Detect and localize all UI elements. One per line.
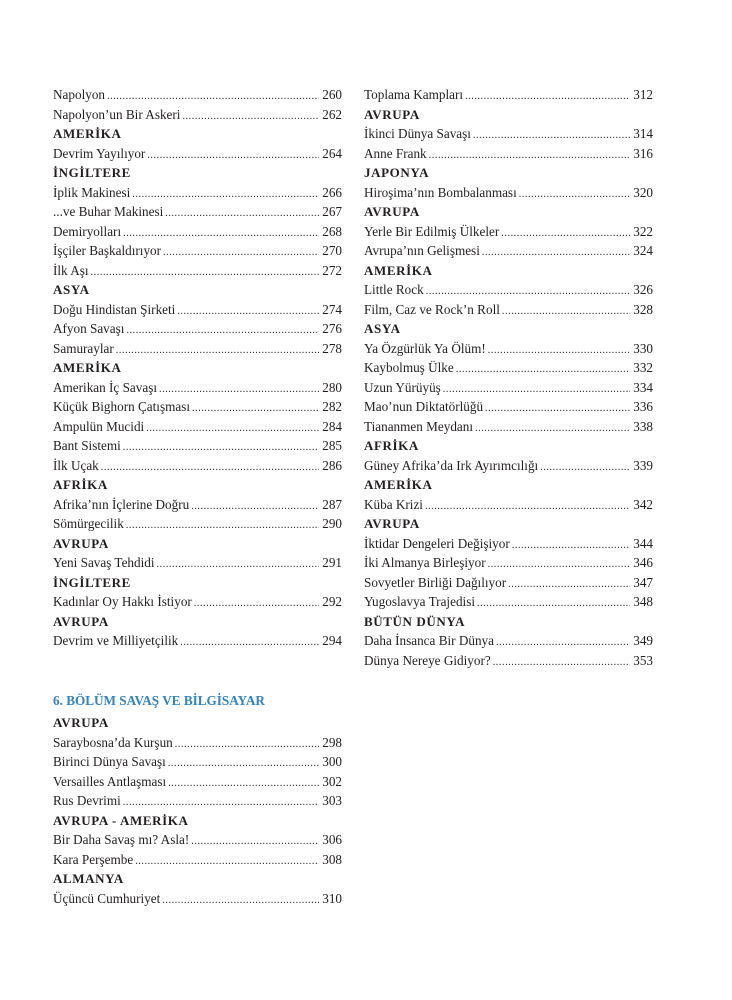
toc-chapter-section [53, 690, 342, 908]
entry-title: İki Almanya Birleşiyor [364, 555, 486, 570]
region-heading: JAPONYA [364, 165, 430, 180]
page-number: 316 [633, 145, 653, 161]
region-heading: BÜTÜN DÜNYA [364, 613, 466, 629]
toc-entry[interactable] [53, 733, 342, 753]
page-number: 270 [322, 243, 342, 258]
page-number: 312 [633, 87, 653, 102]
page-number: 290 [322, 516, 342, 531]
page-number: 267 [322, 204, 342, 219]
toc-entry[interactable] [364, 144, 653, 164]
toc-entry[interactable] [53, 752, 342, 772]
entry-title: İplik Makinesi [53, 184, 131, 200]
toc-entry[interactable] [53, 85, 342, 105]
page-number: 284 [322, 418, 342, 434]
entry-title: Afyon Savaşı [53, 321, 125, 336]
toc-entry[interactable] [53, 202, 342, 222]
toc-entry[interactable] [53, 417, 342, 437]
entry-title: Ampulün Mucidi [53, 418, 145, 434]
entry-title: Daha İnsanca Bir Dünya [364, 633, 494, 648]
toc-entry[interactable] [364, 417, 653, 437]
chapter-title: 6. BÖLÜM SAVAŞ VE BİLGİSAYAR [53, 693, 265, 708]
toc-entry[interactable] [53, 889, 342, 909]
dot-leader [159, 378, 319, 400]
entry-title: Amerikan İç Savaşı [53, 379, 157, 395]
dot-leader [493, 651, 631, 673]
entry-title: Yugoslavya Trajedisi [364, 594, 475, 609]
dot-leader [429, 144, 631, 166]
entry-title: Güney Afrika’da Irk Ayırımcılığı [364, 457, 539, 473]
dot-leader [192, 397, 319, 419]
toc-entry[interactable] [364, 553, 653, 573]
dot-leader [488, 553, 631, 575]
dot-leader [147, 144, 319, 166]
dot-leader [168, 752, 319, 774]
page-number: 276 [322, 321, 342, 336]
entry-title: Mao’nun Diktatörlüğü [364, 399, 484, 414]
toc-entry[interactable] [364, 456, 653, 476]
dot-leader [501, 222, 630, 244]
dot-leader [107, 85, 319, 107]
page-number: 342 [633, 496, 653, 512]
dot-leader [426, 280, 631, 302]
dot-leader [496, 631, 630, 653]
dot-leader [135, 850, 319, 872]
dot-leader [194, 592, 319, 614]
page-number: 349 [633, 633, 653, 648]
dot-leader [163, 241, 319, 263]
dot-leader [123, 436, 319, 458]
page-number: 262 [322, 106, 342, 122]
toc-entry[interactable] [53, 495, 342, 515]
toc-entry[interactable] [53, 339, 342, 359]
page-number: 308 [322, 851, 342, 867]
region-heading: AVRUPA [53, 715, 109, 730]
toc-entry[interactable] [364, 358, 653, 378]
dot-leader [540, 456, 630, 478]
region-heading: AVRUPA [364, 516, 420, 531]
region-heading: AVRUPA - AMERİKA [53, 812, 189, 828]
toc-entry[interactable] [364, 651, 653, 671]
toc-entry[interactable] [53, 791, 342, 811]
dot-leader [165, 202, 319, 224]
entry-title: Yeni Savaş Tehdidi [53, 555, 155, 570]
entry-title: İlk Uçak [53, 457, 99, 473]
dot-leader [177, 300, 319, 322]
toc-entry[interactable] [53, 514, 342, 534]
page-number: 280 [322, 379, 342, 395]
dot-leader [191, 830, 319, 852]
dot-leader [126, 319, 319, 341]
dot-leader [508, 573, 630, 595]
toc-entry[interactable] [53, 830, 342, 850]
page-number: 344 [633, 535, 653, 551]
toc-entry[interactable] [53, 300, 342, 320]
page-number: 322 [633, 223, 653, 239]
region-heading: AMERİKA [364, 477, 433, 492]
entry-title: Demiryolları [53, 223, 122, 239]
entry-title: Anne Frank [364, 145, 427, 161]
page-number: 300 [322, 754, 342, 769]
entry-title: Birinci Dünya Savaşı [53, 754, 166, 769]
toc-entry[interactable] [53, 261, 342, 281]
page-number: 320 [633, 184, 653, 200]
dot-leader [477, 592, 630, 614]
page-number: 353 [633, 652, 653, 668]
region-heading: AMERİKA [53, 126, 122, 141]
entry-title: İşçiler Başkaldırıyor [53, 243, 162, 258]
dot-leader [146, 417, 319, 439]
page-number: 298 [322, 734, 342, 750]
chapter-entries [53, 713, 342, 908]
toc-entry[interactable] [53, 144, 342, 164]
toc-entry[interactable] [53, 378, 342, 398]
toc-entry[interactable] [364, 339, 653, 359]
entry-title: Afrika’nın İçlerine Doğru [53, 496, 190, 512]
toc-entry[interactable] [53, 436, 342, 456]
page-number: 294 [322, 633, 342, 648]
entry-title: Kaybolmuş Ülke [364, 360, 454, 375]
page-number: 260 [322, 87, 342, 102]
dot-leader [443, 378, 630, 400]
toc-entry[interactable] [364, 592, 653, 612]
toc-entry[interactable] [53, 319, 342, 339]
entry-title: Dünya Nereye Gidiyor? [364, 652, 491, 668]
region-heading: AFRİKA [364, 438, 419, 453]
dot-leader [123, 222, 319, 244]
region-heading: ASYA [53, 282, 90, 297]
dot-leader [126, 514, 319, 536]
entry-title: İkinci Dünya Savaşı [364, 126, 471, 141]
region-heading: AVRUPA [364, 106, 420, 122]
entry-title: Film, Caz ve Rock’n Roll [364, 301, 500, 317]
entry-title: Yerle Bir Edilmiş Ülkeler [364, 223, 500, 239]
page-number: 347 [633, 574, 653, 590]
dot-leader [180, 631, 319, 653]
page-number: 339 [633, 457, 653, 473]
dot-leader [519, 183, 630, 205]
entry-title: Kadınlar Oy Hakkı İstiyor [53, 594, 192, 609]
page-number: 346 [633, 555, 653, 570]
dot-leader [482, 241, 630, 263]
toc-entry[interactable] [364, 241, 653, 261]
page-number: 285 [322, 438, 342, 453]
page-number: 336 [633, 399, 653, 414]
toc-entry[interactable] [364, 534, 653, 554]
page-number: 326 [633, 282, 653, 297]
toc-entry[interactable] [364, 378, 653, 398]
entry-title: Ya Özgürlük Ya Ölüm! [364, 340, 486, 356]
entry-title: ...ve Buhar Makinesi [53, 204, 164, 219]
entry-title: Doğu Hindistan Şirketi [53, 301, 176, 317]
page-number: 274 [322, 301, 342, 317]
entry-title: Sömürgecilik [53, 516, 124, 531]
dot-leader [191, 495, 319, 517]
toc-entry[interactable] [53, 850, 342, 870]
entry-title: Küba Krizi [364, 496, 423, 512]
dot-leader [475, 417, 630, 439]
page-number: 278 [322, 340, 342, 356]
page-number: 264 [322, 145, 342, 161]
region-heading: AVRUPA [53, 613, 109, 629]
dot-leader [425, 495, 630, 517]
dot-leader [465, 85, 630, 107]
page-number: 292 [322, 594, 342, 609]
entry-title: Avrupa’nın Gelişmesi [364, 243, 480, 258]
toc-right-column [364, 85, 653, 670]
page-number: 314 [633, 126, 653, 141]
entry-title: Hiroşima’nın Bombalanması [364, 184, 517, 200]
page-number: 287 [322, 496, 342, 512]
region-heading: ASYA [364, 321, 401, 336]
entry-title: Rus Devrimi [53, 793, 121, 808]
entry-title: İktidar Dengeleri Değişiyor [364, 535, 510, 551]
toc-entry[interactable] [364, 183, 653, 203]
region-heading: İNGİLTERE [53, 574, 131, 590]
entry-title: Bir Daha Savaş mı? Asla! [53, 832, 190, 847]
page-number: 282 [322, 399, 342, 414]
toc-entry[interactable] [364, 573, 653, 593]
dot-leader [488, 339, 630, 361]
toc-entry[interactable] [364, 397, 653, 417]
page-number: 324 [633, 243, 653, 258]
page-number: 334 [633, 379, 653, 395]
entry-title: Samuraylar [53, 340, 114, 356]
entry-title: Versailles Antlaşması [53, 773, 167, 789]
dot-leader [162, 889, 319, 911]
dot-leader [182, 105, 319, 127]
region-heading: AFRİKA [53, 477, 108, 492]
page-number: 272 [322, 262, 342, 278]
region-heading: AMERİKA [53, 360, 122, 375]
toc-left-column [53, 85, 342, 651]
page-number: 286 [322, 457, 342, 473]
toc-entry[interactable] [364, 280, 653, 300]
entry-title: Saraybosna’da Kurşun [53, 734, 173, 750]
page-number: 302 [322, 773, 342, 789]
dot-leader [116, 339, 319, 361]
page-number: 328 [633, 301, 653, 317]
dot-leader [456, 358, 630, 380]
toc-entry[interactable] [53, 105, 342, 125]
entry-title: Bant Sistemi [53, 438, 121, 453]
entry-title: Kara Perşembe [53, 851, 134, 867]
dot-leader [157, 553, 320, 575]
dot-leader [132, 183, 319, 205]
region-heading: AVRUPA [364, 204, 420, 219]
page-number: 266 [322, 184, 342, 200]
toc-entry[interactable] [364, 124, 653, 144]
toc-entry[interactable] [364, 300, 653, 320]
toc-entry[interactable] [364, 495, 653, 515]
region-heading: ALMANYA [53, 871, 124, 886]
toc-entry[interactable] [53, 183, 342, 203]
page-number: 348 [633, 594, 653, 609]
entry-title: Napolyon [53, 87, 106, 102]
toc-entry[interactable] [364, 631, 653, 651]
entry-title: İlk Aşı [53, 262, 89, 278]
toc-entry[interactable] [53, 772, 342, 792]
page-number: 338 [633, 418, 653, 434]
dot-leader [175, 733, 319, 755]
toc-entry[interactable] [53, 222, 342, 242]
toc-entry[interactable] [53, 592, 342, 612]
dot-leader [502, 300, 630, 322]
entry-title: Little Rock [364, 282, 424, 297]
entry-title: Toplama Kampları [364, 87, 464, 102]
region-heading: AMERİKA [364, 262, 433, 278]
entry-title: Uzun Yürüyüş [364, 379, 441, 395]
region-heading: AVRUPA [53, 535, 109, 551]
region-heading: İNGİLTERE [53, 165, 131, 180]
page-number: 306 [322, 832, 342, 847]
toc-entry[interactable] [53, 553, 342, 573]
toc-entry[interactable] [53, 631, 342, 651]
dot-leader [485, 397, 630, 419]
entry-title: Napolyon’un Bir Askeri [53, 106, 181, 122]
toc-entry[interactable] [53, 241, 342, 261]
entry-title: Devrim Yayılıyor [53, 145, 146, 161]
page-number: 332 [633, 360, 653, 375]
dot-leader [101, 456, 319, 478]
page-number: 268 [322, 223, 342, 239]
toc-entry[interactable] [53, 397, 342, 417]
toc-entry[interactable] [364, 222, 653, 242]
dot-leader [512, 534, 630, 556]
page-number: 310 [322, 890, 342, 906]
entry-title: Üçüncü Cumhuriyet [53, 890, 161, 906]
toc-entry[interactable] [364, 85, 653, 105]
page-number: 330 [633, 340, 653, 356]
dot-leader [91, 261, 320, 283]
page-number: 291 [322, 555, 342, 570]
entry-title: Sovyetler Birliği Dağılıyor [364, 574, 507, 590]
entry-title: Devrim ve Milliyetçilik [53, 633, 179, 648]
dot-leader [473, 124, 630, 146]
dot-leader [168, 772, 319, 794]
entry-title: Tiananmen Meydanı [364, 418, 474, 434]
dot-leader [123, 791, 319, 813]
page-number: 303 [322, 793, 342, 808]
toc-entry[interactable] [53, 456, 342, 476]
entry-title: Küçük Bighorn Çatışması [53, 399, 190, 414]
